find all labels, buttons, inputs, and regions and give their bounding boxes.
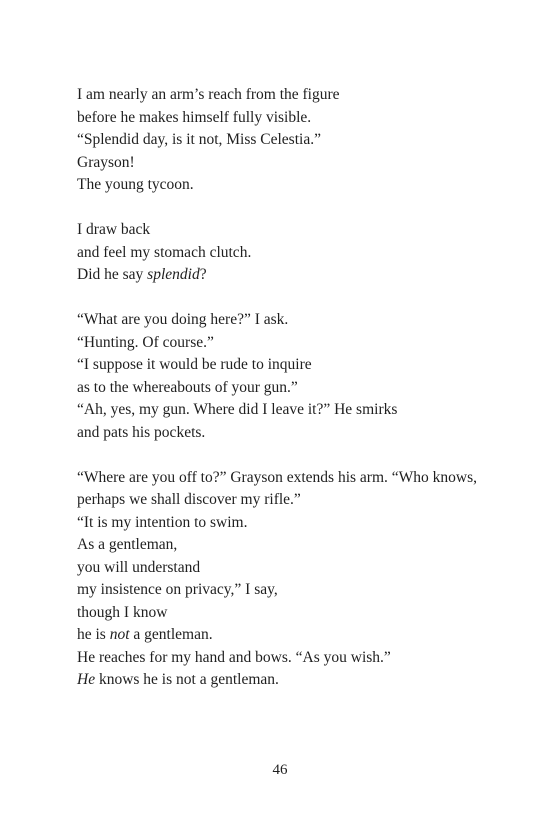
poem-line: [77, 557, 517, 580]
text-run: “Where are you off to?” Grayson extends his arm. “Who knows,: [77, 468, 477, 486]
text-run: knows he is not a gentleman.: [95, 671, 279, 688]
text-run: “What are you doing here?” I ask.: [77, 311, 289, 328]
poem-line: [77, 467, 517, 490]
italic-text: not: [109, 626, 130, 643]
text-run: he is: [77, 626, 110, 643]
poem-line: [77, 332, 517, 355]
text-run: ?: [199, 266, 207, 283]
poem-line: [77, 602, 517, 625]
poem-line: [77, 489, 517, 512]
poem-line: [77, 84, 517, 107]
stanza: [77, 84, 517, 197]
italic-text: He: [77, 671, 96, 688]
poem-line: [77, 399, 517, 422]
text-run: and pats his pockets.: [77, 423, 206, 441]
text-run: He reaches for my hand and bows. “As you wish.”: [77, 648, 391, 666]
text-run: As a gentleman,: [77, 536, 178, 553]
text-run: “Splendid day, is it not, Miss Celestia.”: [77, 131, 321, 148]
stanza: [77, 467, 517, 692]
poem-line: [77, 647, 517, 670]
text-run: Grayson!: [77, 153, 135, 171]
text-run: “Ah, yes, my gun. Where did I leave it?” He smirks: [77, 401, 398, 418]
text-run: though I know: [77, 603, 168, 621]
text-run: perhaps we shall discover my rifle.”: [77, 491, 301, 508]
poem-line: [77, 512, 517, 535]
poem-line: [77, 242, 517, 265]
text-run: “It is my intention to swim.: [77, 513, 248, 531]
poem-line: [77, 174, 517, 197]
text-run: my insistence on privacy,” I say,: [77, 581, 278, 598]
poem-line: [77, 129, 517, 152]
poem-line: [77, 579, 517, 602]
poem-line: [77, 152, 517, 175]
poem-line: [77, 219, 517, 242]
text-run: and feel my stomach clutch.: [77, 243, 252, 261]
text-run: The young tycoon.: [77, 176, 194, 193]
poem-line: [77, 354, 517, 377]
text-run: “Hunting. Of course.”: [77, 333, 214, 351]
stanza: [77, 309, 517, 444]
poem-line: [77, 669, 517, 692]
italic-text: splendid: [147, 266, 200, 283]
stanza: [77, 219, 517, 287]
text-run: as to the whereabouts of your gun.”: [77, 378, 298, 396]
text-run: I draw back: [77, 221, 151, 238]
poem-body: [77, 84, 517, 714]
text-run: a gentleman.: [129, 626, 213, 643]
poem-line: [77, 264, 517, 287]
poem-line: [77, 534, 517, 557]
poem-line: [77, 309, 517, 332]
page-number: 46: [272, 762, 288, 778]
text-run: Did he say: [77, 266, 148, 283]
text-run: I am nearly an arm’s reach from the figure: [77, 86, 340, 103]
text-run: you will understand: [77, 558, 201, 576]
poem-line: [77, 422, 517, 445]
poem-line: [77, 377, 517, 400]
poem-line: [77, 624, 517, 647]
text-run: “I suppose it would be rude to inquire: [77, 356, 312, 373]
text-run: before he makes himself fully visible.: [77, 108, 312, 126]
poem-line: [77, 107, 517, 130]
